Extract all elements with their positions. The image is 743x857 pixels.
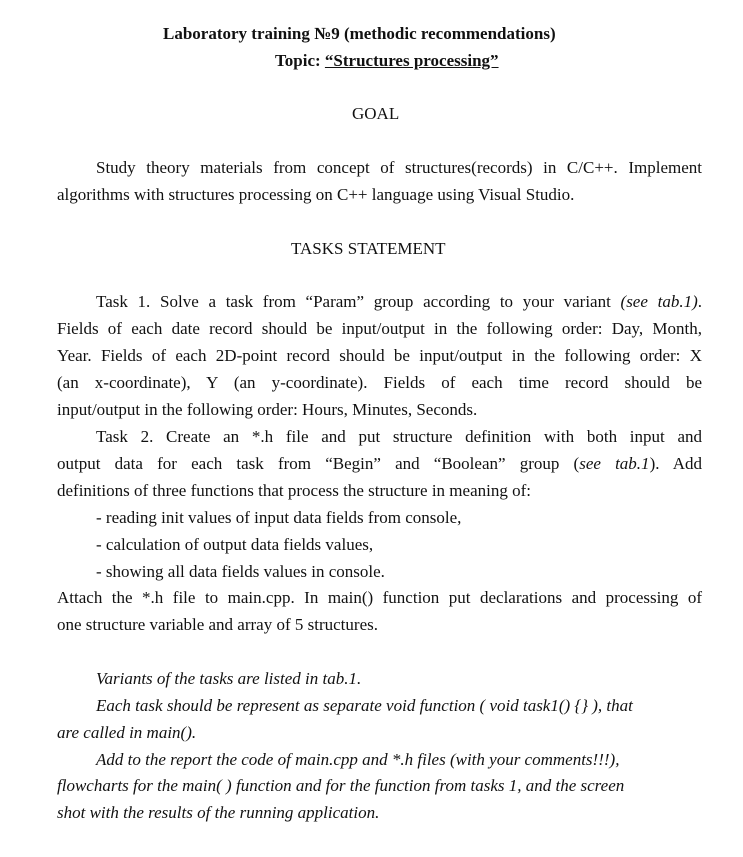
task2-bullet-3: - showing all data fields values in console. bbox=[96, 562, 385, 581]
topic-name: “Structures processing” bbox=[324, 51, 499, 70]
task1-line-1-text: Task 1. Solve a task from “Param” group according to your variant bbox=[96, 292, 621, 311]
task1-line-5: input/output in the following order: Hours, Minutes, Seconds. bbox=[57, 400, 478, 419]
task2-line-2-text: output data for each task from “Begin” and “Boolean” group ( bbox=[57, 454, 580, 473]
task2-line-1: Task 2. Create an *.h file and put structure definition with both input and bbox=[96, 427, 702, 446]
task2-bullet-1: - reading init values of input data fields from console, bbox=[96, 508, 462, 527]
task2-see-tab: see tab.1 bbox=[579, 454, 650, 473]
task2-bullet-2: - calculation of output data fields values, bbox=[96, 535, 374, 554]
topic-label: Topic: bbox=[275, 51, 321, 70]
task1-line-2: Fields of each date record should be input/output in the following order: Day, Month, bbox=[57, 319, 702, 338]
title-text: Laboratory training №9 (methodic recommendations) bbox=[163, 24, 556, 43]
task2-line-2 bbox=[57, 454, 702, 474]
goal-line-2: algorithms with structures processing on C++ language using Visual Studio. bbox=[57, 185, 575, 204]
note-variants: Variants of the tasks are listed in tab.1. bbox=[96, 669, 362, 688]
task2-line-2-end: ). Add bbox=[649, 454, 702, 473]
note-report-line-1: Add to the report the code of main.cpp and *.h files (with your comments!!!), bbox=[96, 750, 620, 769]
note-report-line-3: shot with the results of the running application. bbox=[57, 803, 380, 822]
goal-line-1: Study theory materials from concept of structures(records) in C/C++. Implement bbox=[96, 158, 702, 177]
note-separate-line-1: Each task should be represent as separate void function ( void task1() {} ), that bbox=[96, 696, 633, 715]
task1-line-1 bbox=[96, 292, 702, 312]
goal-heading: GOAL bbox=[352, 104, 400, 123]
task1-see-tab: (see tab.1) bbox=[620, 292, 698, 311]
tasks-heading: TASKS STATEMENT bbox=[291, 239, 446, 258]
task1-line-3: Year. Fields of each 2D-point record should be input/output in the following order: X bbox=[57, 346, 702, 365]
topic-line bbox=[275, 51, 499, 71]
note-report-line-2: flowcharts for the main( ) function and for the function from tasks 1, and the screen bbox=[57, 776, 625, 795]
document-title bbox=[163, 24, 556, 44]
note-separate-line-2: are called in main(). bbox=[57, 723, 197, 742]
task1-line-4: (an x-coordinate), Y (an y-coordinate). Fields of each time record should be bbox=[57, 373, 702, 392]
task1-line-1-end: . bbox=[697, 292, 702, 311]
task2-line-3: definitions of three functions that process the structure in meaning of: bbox=[57, 481, 531, 500]
task2-attach-line-1: Attach the *.h file to main.cpp. In main() function put declarations and processing of bbox=[57, 588, 702, 607]
task2-attach-line-2: one structure variable and array of 5 structures. bbox=[57, 615, 378, 634]
